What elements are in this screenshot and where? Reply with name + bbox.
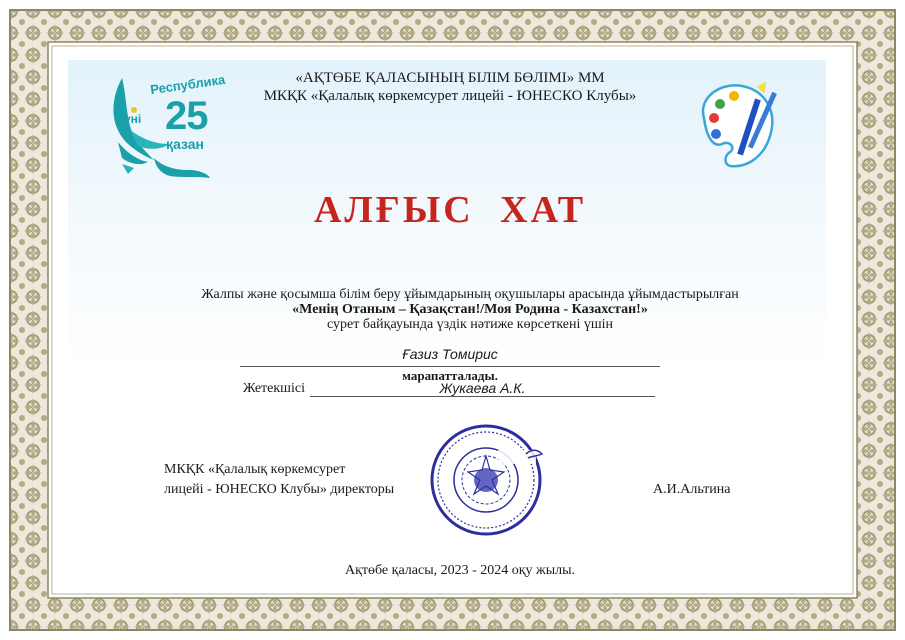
logo-month-text: қазан: [166, 136, 204, 152]
supervisor-name: Жукаева А.К.: [439, 380, 526, 396]
director-name: А.И.Альтина: [653, 482, 731, 497]
director-title-line2: лицейі - ЮНЕСКО Клубы» директоры: [164, 482, 395, 497]
official-stamp-icon: [428, 420, 548, 540]
header-org-line2: МКҚК «Қалалық көркемсурет лицейі - ЮНЕСКО Клубы»: [263, 88, 637, 104]
logo-republic-text: Республика: [149, 71, 227, 98]
supervisor-label: Жетекшісі: [243, 381, 305, 396]
logo-day-text: күні: [118, 112, 142, 126]
supervisor-underline: [310, 396, 655, 397]
recipient-name: Ғазиз Томирис: [402, 346, 498, 362]
contest-name: «Менің Отаным – Қазақстан!/Моя Родина - Казахстан!»: [292, 302, 648, 317]
header-org-line1: «АҚТӨБЕ ҚАЛАСЫНЫҢ БІЛІМ БӨЛІМІ» ММ: [295, 70, 605, 86]
director-title-line1: МКҚК «Қалалық көркемсурет: [164, 462, 346, 477]
body-text-line1: Жалпы және қосымша білім беру ұйымдарының оқушылары арасында ұйымдастырылған: [201, 287, 739, 302]
footer-location-year: Ақтөбе қаласы, 2023 - 2024 оқу жылы.: [344, 563, 576, 578]
body-text-line3: сурет байқауында үздік нәтиже көрсеткені үшін: [326, 317, 614, 332]
awarded-text: марапатталады.: [402, 368, 498, 383]
logo-number: 25: [165, 94, 208, 138]
recipient-underline: [240, 366, 660, 367]
certificate-title: АЛҒЫС ХАТ: [313, 189, 587, 231]
art-palette-icon: [690, 78, 790, 178]
